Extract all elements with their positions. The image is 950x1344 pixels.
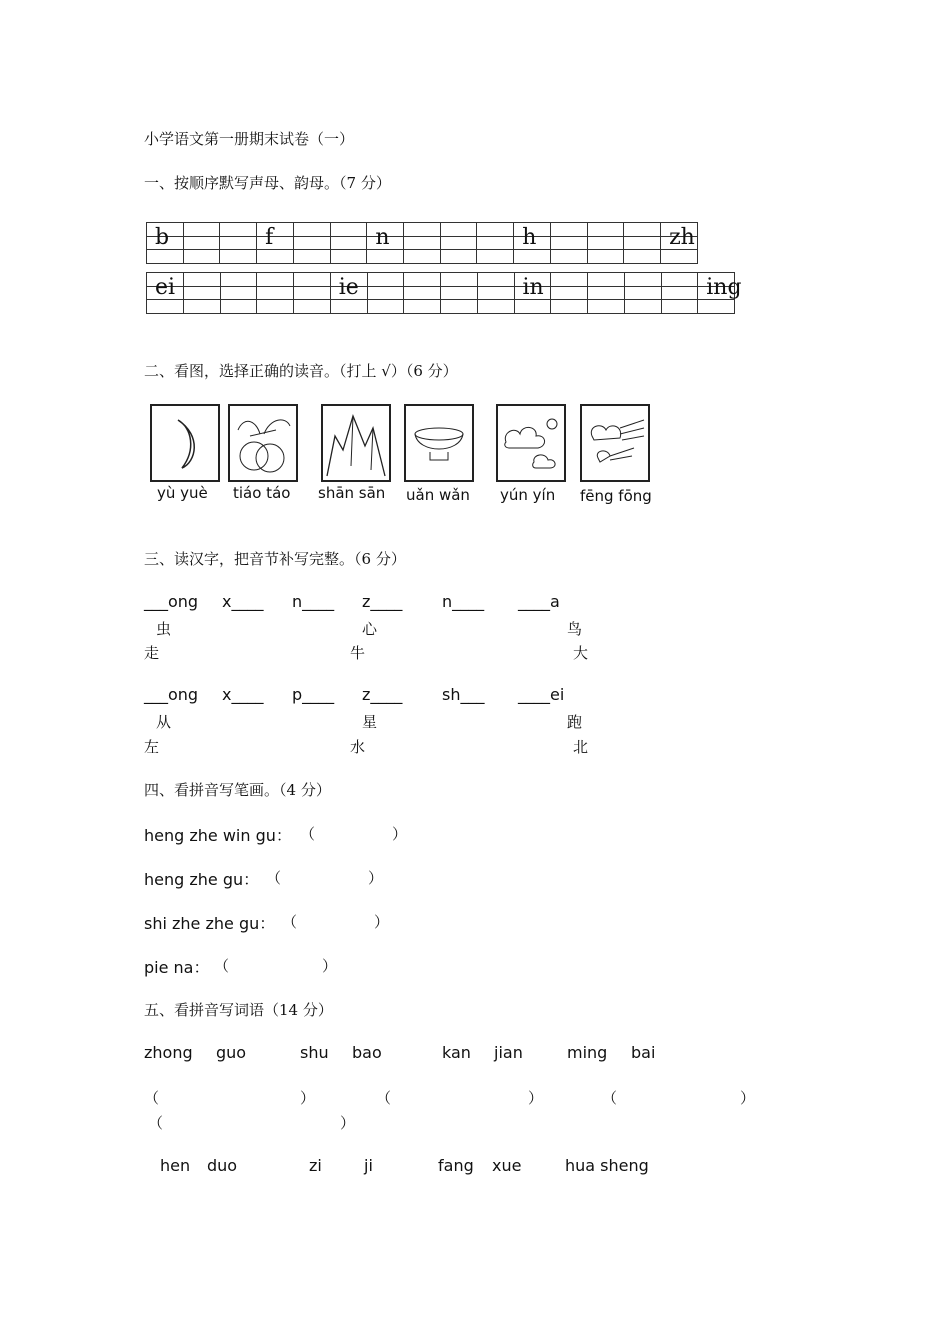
pinyin-option-3[interactable]: shān sān [318, 484, 386, 502]
syllable-blank[interactable]: p____ [292, 685, 335, 704]
syllable-blank[interactable]: x____ [222, 592, 264, 611]
pinyin-word: xue [492, 1156, 522, 1175]
hanzi: 鸟 [567, 620, 583, 638]
initial-cell[interactable] [587, 223, 624, 264]
final-letter: in [522, 275, 544, 300]
open-bracket[interactable]: （ [282, 913, 298, 931]
mountain-icon [323, 406, 389, 480]
answer-close-bracket[interactable]: ） [528, 1089, 544, 1107]
syllable-blank[interactable]: sh___ [442, 685, 485, 704]
syllable-blank[interactable]: z____ [362, 685, 403, 704]
answer-open-bracket[interactable]: （ [602, 1089, 618, 1107]
syllable-blank[interactable]: n____ [442, 592, 485, 611]
hanzi: 星 [362, 713, 378, 731]
pinyin-option-4[interactable]: uǎn wǎn [406, 486, 470, 504]
hanzi: 水 [350, 738, 366, 756]
cloud-picture [496, 404, 566, 482]
final-cell[interactable] [404, 273, 441, 314]
wind-icon [582, 406, 648, 480]
initial-cell[interactable] [404, 223, 441, 264]
initial-cell[interactable] [257, 223, 294, 264]
final-cell[interactable] [588, 273, 625, 314]
pinyin-word: ming [567, 1043, 608, 1062]
hanzi: 从 [156, 713, 172, 731]
final-cell[interactable] [330, 273, 367, 314]
open-bracket[interactable]: （ [214, 957, 230, 975]
pinyin-option-2[interactable]: tiáo táo [233, 484, 291, 502]
bowl-icon [406, 406, 472, 480]
final-letter: ing [706, 275, 742, 300]
syllable-blank[interactable]: ___ong [144, 685, 199, 704]
initial-cell[interactable] [514, 223, 551, 264]
initial-letter: zh [669, 225, 695, 250]
pinyin-word: zi [309, 1156, 322, 1175]
hanzi: 牛 [350, 644, 366, 662]
final-cell[interactable] [147, 273, 184, 314]
initial-cell[interactable] [367, 223, 404, 264]
close-bracket[interactable]: ） [368, 869, 384, 887]
syllable-blank[interactable]: x____ [222, 685, 264, 704]
syllable-blank[interactable]: n____ [292, 592, 335, 611]
wind-picture [580, 404, 650, 482]
initial-cell[interactable] [330, 223, 367, 264]
syllable-blank[interactable]: ___ong [144, 592, 199, 611]
initial-cell[interactable] [440, 223, 477, 264]
close-bracket[interactable]: ） [374, 913, 390, 931]
initial-letter: h [522, 225, 537, 250]
final-cell[interactable] [441, 273, 478, 314]
pinyin-option-1[interactable]: yù yuè [157, 484, 208, 502]
initial-cell[interactable] [624, 223, 661, 264]
answer-open-bracket[interactable]: （ [376, 1089, 392, 1107]
final-letter: ie [338, 275, 359, 300]
initial-cell[interactable] [220, 223, 257, 264]
initial-cell[interactable] [293, 223, 330, 264]
syllable-blank[interactable]: ____a [518, 592, 560, 611]
hanzi: 心 [362, 620, 378, 638]
mountain-picture [321, 404, 391, 482]
finals-grid [146, 272, 742, 314]
initial-letter: f [265, 225, 274, 250]
final-cell[interactable] [624, 273, 661, 314]
exam-title: 小学语文第一册期末试卷（一） [144, 130, 355, 148]
answer-open-bracket[interactable]: （ [144, 1089, 160, 1107]
pinyin-word: bao [352, 1043, 382, 1062]
pinyin-word: hua sheng [565, 1156, 649, 1175]
bowl-picture [404, 404, 474, 482]
stroke-item-label: heng zhe win gu： [144, 826, 292, 845]
initial-letter: n [375, 225, 390, 250]
section-3-heading: 三、读汉字，把音节补写完整。（6 分） [144, 550, 406, 568]
pinyin-word: zhong [144, 1043, 193, 1062]
final-cell[interactable] [514, 273, 551, 314]
final-cell[interactable] [661, 273, 698, 314]
stroke-item-label: heng zhe gu： [144, 870, 260, 889]
section-2-heading: 二、看图，选择正确的读音。（打上 √）（6 分） [144, 362, 458, 380]
syllable-blank[interactable]: ____ei [518, 685, 565, 704]
final-cell[interactable] [477, 273, 514, 314]
close-bracket[interactable]: ） [322, 957, 338, 975]
final-cell[interactable] [698, 273, 742, 314]
open-bracket[interactable]: （ [266, 869, 282, 887]
initial-cell[interactable] [550, 223, 587, 264]
pinyin-word: hen [160, 1156, 191, 1175]
pinyin-word: ji [364, 1156, 373, 1175]
pinyin-word: guo [216, 1043, 247, 1062]
open-bracket[interactable]: （ [300, 825, 316, 843]
final-cell[interactable] [220, 273, 257, 314]
hanzi: 跑 [567, 713, 583, 731]
pinyin-word: shu [300, 1043, 329, 1062]
hanzi: 大 [573, 644, 589, 662]
hanzi: 走 [144, 644, 160, 662]
initial-cell[interactable] [477, 223, 514, 264]
hanzi: 北 [573, 738, 589, 756]
final-cell[interactable] [257, 273, 294, 314]
close-bracket[interactable]: ） [392, 825, 408, 843]
answer-close-bracket[interactable]: ） [740, 1089, 756, 1107]
syllable-blank[interactable]: z____ [362, 592, 403, 611]
section-4-heading: 四、看拼音写笔画。（4 分） [144, 781, 331, 799]
section-1-heading: 一、按顺序默写声母、韵母。（7 分） [144, 174, 391, 192]
peach-picture [228, 404, 298, 482]
crescent-moon-picture [150, 404, 220, 482]
final-cell[interactable] [551, 273, 588, 314]
pinyin-word: jian [494, 1043, 523, 1062]
answer-close-bracket[interactable]: ） [300, 1089, 316, 1107]
pinyin-word: duo [207, 1156, 238, 1175]
crescent-moon-icon [152, 406, 218, 480]
section-5-heading: 五、看拼音写词语（14 分） [144, 1001, 333, 1019]
answer-close-bracket[interactable]: ） [340, 1114, 356, 1132]
hanzi: 虫 [156, 620, 172, 638]
final-cell[interactable] [367, 273, 404, 314]
stroke-item-label: pie na： [144, 958, 210, 977]
initial-letter: b [155, 225, 170, 250]
initial-cell[interactable] [147, 223, 184, 264]
final-cell[interactable] [183, 273, 220, 314]
cloud-icon [498, 406, 564, 480]
hanzi: 左 [144, 738, 160, 756]
stroke-item-label: shi zhe zhe gu： [144, 914, 276, 933]
pinyin-option-5[interactable]: yún yín [500, 486, 556, 504]
pinyin-word: kan [442, 1043, 471, 1062]
final-cell[interactable] [294, 273, 331, 314]
answer-open-bracket[interactable]: （ [148, 1114, 164, 1132]
final-letter: ei [155, 275, 176, 300]
peach-icon [230, 406, 296, 480]
initial-cell[interactable] [661, 223, 698, 264]
pinyin-word: fang [438, 1156, 474, 1175]
pinyin-word: bai [631, 1043, 656, 1062]
initial-cell[interactable] [183, 223, 220, 264]
initials-grid [146, 222, 698, 264]
pinyin-option-6[interactable]: fēng fōng [580, 487, 652, 505]
